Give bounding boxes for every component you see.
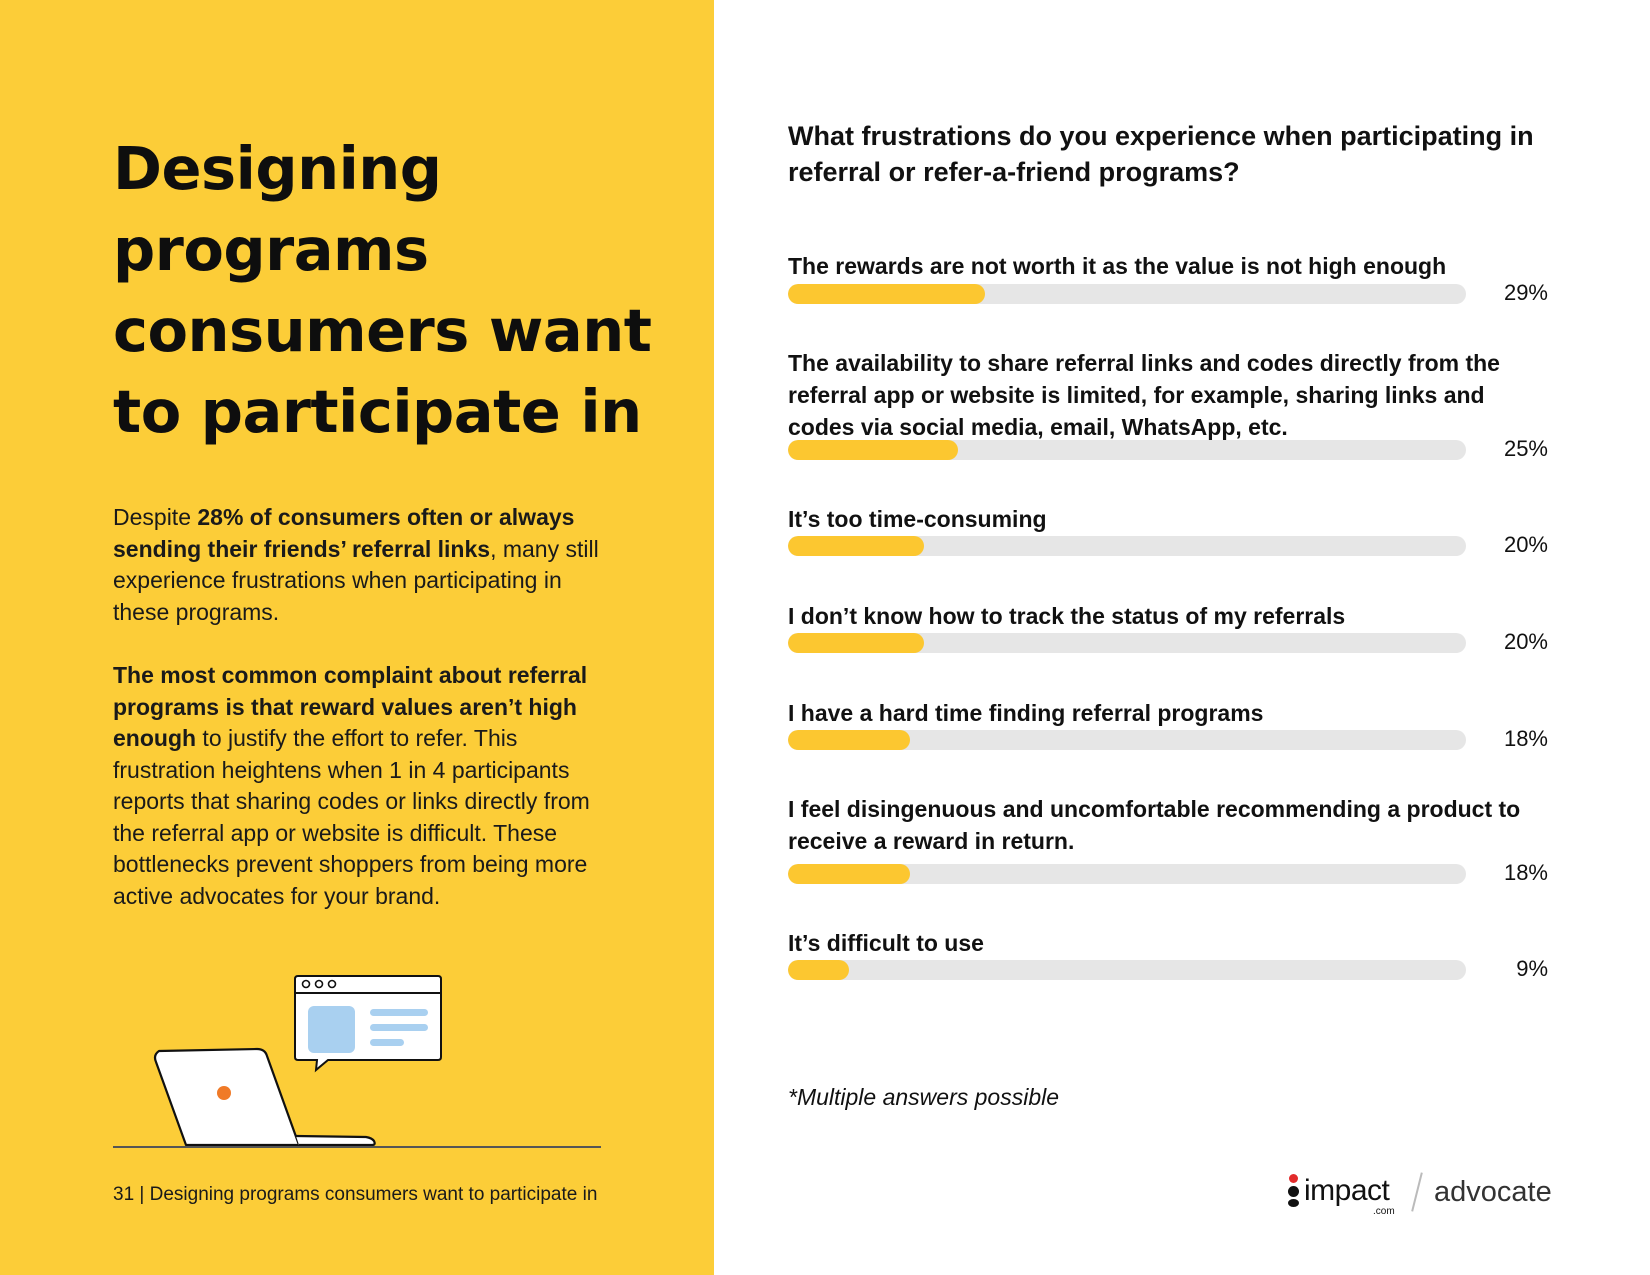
divider-line	[113, 1146, 601, 1148]
headline-line: Designing	[113, 134, 442, 203]
intro-suffix: , many still experience frustrations when participating in these programs.	[113, 535, 599, 625]
bar-value-label: 25%	[1503, 436, 1548, 461]
logo-dot-icon	[1288, 1199, 1299, 1207]
bar-value-label: 20%	[1503, 532, 1548, 557]
bar-value-label: 29%	[1503, 280, 1548, 305]
laptop-icon	[155, 1049, 375, 1145]
chart-item	[788, 250, 1548, 305]
logo-divider	[1411, 1172, 1423, 1211]
page-footer: 31 | Designing programs consumers want to participate in	[113, 1184, 598, 1205]
bar-track	[788, 864, 1466, 884]
bar-value-label: 18%	[1503, 860, 1548, 885]
chart-item	[788, 600, 1548, 654]
bar	[788, 960, 849, 980]
logo-brand-suffix: .com	[1373, 1206, 1395, 1217]
bar-row	[788, 860, 1548, 885]
logo-brand: impact	[1304, 1174, 1390, 1207]
intro-prefix: Despite	[113, 504, 198, 530]
bar-row	[788, 726, 1548, 751]
bar	[788, 633, 924, 653]
bar-track	[788, 536, 1466, 556]
bar-track	[788, 440, 1466, 460]
headline-line: programs	[113, 215, 429, 284]
bar-row	[788, 629, 1548, 654]
bar-value-label: 9%	[1516, 956, 1548, 981]
bar-category-label: I don’t know how to track the status of my referrals	[788, 603, 1346, 629]
chart-item	[788, 503, 1548, 557]
bar-track	[788, 633, 1466, 653]
bar-value-label: 20%	[1503, 629, 1548, 654]
bar-track	[788, 960, 1466, 980]
bar-row	[788, 532, 1548, 557]
bar-row	[788, 956, 1548, 981]
bar	[788, 730, 910, 750]
bar-track	[788, 730, 1466, 750]
intro-highlight: 28% of consumers often or always sending their friends’ referral links	[113, 504, 575, 562]
chart-item	[788, 697, 1548, 751]
bar-row	[788, 436, 1548, 461]
bar-category-label: The availability to share referral links and codes directly from the referral app or website is limited, for example, sharing links and codes via social media, email, WhatsApp, etc.	[788, 350, 1500, 440]
bar-category-label: It’s difficult to use	[788, 930, 984, 956]
bar	[788, 284, 985, 304]
chart-item	[788, 793, 1548, 885]
chat-bubble-icon	[295, 976, 441, 1070]
logo-product: advocate	[1434, 1176, 1552, 1208]
laptop-chat-illustration	[110, 975, 610, 1150]
page-headline	[113, 128, 652, 452]
headline-line: to participate in	[113, 377, 642, 446]
complaint-paragraph	[113, 660, 613, 912]
bar	[788, 864, 910, 884]
bar-value-label: 18%	[1503, 726, 1548, 751]
logo-dot-icon	[1289, 1174, 1298, 1183]
bar-row	[788, 280, 1548, 305]
bar-category-label: I have a hard time finding referral programs	[788, 700, 1264, 726]
intro-paragraph	[113, 502, 613, 628]
bar	[788, 440, 958, 460]
bar-track	[788, 284, 1466, 304]
chart-item	[788, 927, 1548, 981]
logo-dot-icon	[1288, 1186, 1299, 1197]
bar-category-label: I feel disingenuous and uncomfortable recommending a product to receive a reward in return.	[788, 796, 1521, 854]
bar-category-label: The rewards are not worth it as the value is not high enough	[788, 253, 1447, 279]
survey-question: What frustrations do you experience when participating in referral or refer-a-friend programs?	[788, 121, 1534, 187]
bar-category-label: It’s too time-consuming	[788, 506, 1047, 532]
complaint-highlight: The most common complaint about referral programs is that reward values aren’t high enough	[113, 662, 588, 751]
chart-item	[788, 347, 1548, 461]
footnote: *Multiple answers possible	[788, 1084, 1060, 1110]
headline-line: consumers want	[113, 296, 652, 365]
bar	[788, 536, 924, 556]
complaint-suffix: to justify the effort to refer. This frustration heightens when 1 in 4 participants reports that sharing codes or links directly from the referral app or website is difficult. These bottlenecks prevent shoppers from being more active advocates for your brand.	[113, 725, 590, 909]
brand-logo	[1284, 1170, 1584, 1220]
